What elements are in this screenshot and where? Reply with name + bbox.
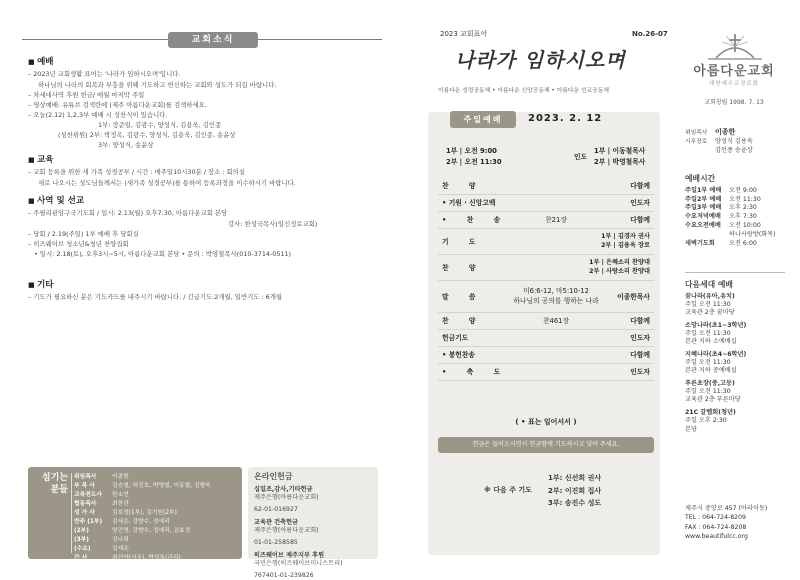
order-item-name: 말 씀	[442, 293, 485, 301]
offering-label: 교육관 건축헌금	[254, 518, 298, 526]
news-line: – 영상예배: 유튜브 검색란에 (제주 아름다운교회)를 검색하세요.	[28, 100, 207, 109]
next-gen-time: 주일 오전 11:30	[685, 300, 731, 308]
order-item-name: • 찬 송	[442, 216, 510, 224]
next-gen-place: 교육관 2층 꿈마당	[685, 309, 735, 317]
order-item-leader: 인도자	[630, 334, 650, 342]
worship-date: 2023. 2. 12	[528, 113, 603, 124]
service-time-2: 2부 | 오전 11:30	[446, 157, 502, 166]
worship-time-value: 오후 7:30	[729, 213, 757, 221]
servant-names: 한소연	[112, 491, 129, 498]
order-item-leader: 이종한목사	[617, 293, 650, 301]
servants-list	[74, 473, 240, 563]
news-section-heading: ■ 사역 및 선교	[28, 196, 388, 207]
offering-bank: 제주은행(아름다운교회)	[254, 494, 319, 502]
next-gen-item	[685, 351, 797, 376]
elders-2: 김인종 송윤상	[715, 146, 753, 154]
service-host-1: 1부 | 이동철목사	[594, 147, 646, 155]
order-item-content	[498, 286, 614, 306]
servant-role: 반주 (1부)	[74, 518, 103, 525]
servant-names: 김호정(1부), 김기원(2부)	[112, 509, 177, 516]
next-prayer-label: ※ 다음 주 기도	[484, 486, 532, 494]
order-row	[438, 229, 654, 255]
servant-names: 최찬관	[112, 500, 129, 507]
online-offering-list	[254, 486, 372, 580]
pastor-name: 이종한	[715, 128, 736, 136]
order-item-leader: 다함께	[630, 216, 650, 224]
next-gen-time: 주일 오전 11:30	[685, 329, 731, 337]
order-item-leader: 다함께	[630, 351, 650, 359]
news-line: 3부: 양성식, 송윤상	[98, 141, 154, 150]
servant-role: (3부)	[74, 536, 89, 543]
host-label: 인도	[574, 153, 588, 161]
order-row	[438, 212, 654, 229]
worship-time-name: 새벽기도회	[685, 240, 715, 248]
news-line: – 차세대사역 후원 헌금/ 매월 마지막 주일	[28, 90, 145, 99]
order-row	[438, 178, 654, 195]
order-of-worship	[438, 178, 654, 381]
next-prayer-2: 2부: 이진희 집사	[548, 486, 602, 495]
next-gen-place: 본당	[685, 425, 697, 433]
online-offering-title: 온라인헌금	[254, 472, 293, 481]
news-line: – 기도가 필요하신 분은 기도카드를 내주시기 바랍니다. / 긴급기도:2개월, 일반기도 : 6개월	[28, 293, 283, 302]
servant-role: 간 사	[74, 554, 88, 561]
servant-role: 위임목사	[74, 474, 97, 480]
news-line: (성찬위원) 2부: 박정옥, 김광수, 양성식, 김용욱, 김인종, 송윤상	[58, 131, 236, 140]
offering-account: 62-01-016927	[254, 505, 298, 513]
worship-times	[685, 174, 797, 249]
worship-time-name: 주일3부 예배	[685, 204, 722, 212]
servant-role: (2부)	[74, 527, 89, 534]
next-gen-name: 꿈나라(유아,유치)	[685, 292, 735, 300]
news-section	[28, 57, 388, 152]
next-gen-item	[685, 293, 797, 318]
church-web[interactable]: www.beautifulcc.org	[685, 532, 748, 540]
church-name: 아름다운교회	[693, 64, 775, 79]
worship-time-value: 오전 9:00	[729, 186, 757, 194]
servant-names: 김승철, 허진호, 박영철, 이동철, 김형욱	[112, 482, 211, 489]
order-item-persons	[589, 258, 650, 277]
news-line: 하나님의 나라의 회복과 부흥을 위해 기도하고 헌신하는 교회와 성도가 되길 바랍니다.	[38, 80, 277, 89]
servant-row	[74, 518, 240, 527]
order-row	[438, 195, 654, 212]
offering-bank: 제주은행(아름다운교회)	[254, 527, 319, 535]
order-item-leader: 다함께	[630, 317, 650, 325]
offering-note: 헌금은 들어오시면서 헌금함에 기도하시고 넣어 주세요.	[438, 437, 654, 453]
news-section	[28, 280, 388, 304]
worship-time-value: 오전 11:30	[729, 195, 761, 203]
service-time-1: 1부 | 오전 9:00	[446, 147, 497, 155]
service-host-2: 2부 | 박영철목사	[594, 157, 646, 166]
servant-names: 양진영, 강향수, 정예리, 김효정	[112, 527, 191, 534]
worship-time-value: 오전 6:00	[729, 240, 757, 248]
servant-names: 김세운, 강향수, 정예리	[112, 518, 170, 525]
order-person: 1부 | 김경자 권사	[601, 233, 650, 240]
news-section-heading: ■ 교육	[28, 155, 388, 166]
offering-account: 767401-01-239826	[254, 571, 314, 579]
order-row	[438, 364, 654, 381]
order-item-name: • 봉헌찬송	[442, 351, 475, 359]
servant-role: 성 가 사	[74, 509, 95, 516]
order-item-name: • 축 도	[442, 368, 510, 376]
servant-role: 협동목사	[74, 500, 97, 507]
news-line: 새로 나오시는 성도님들께서는 (새가족 성경공부)를 통하여 등록과정을 이수하시기 바랍니다.	[38, 178, 296, 187]
next-gen-item	[685, 322, 797, 347]
next-prayer-3: 3부: 송진수 성도	[548, 499, 602, 508]
servant-role: 교육전도사	[74, 491, 102, 498]
servant-row	[74, 536, 240, 545]
order-person: 2부 | 사랑소리 찬양대	[589, 268, 650, 276]
servant-role: (수요)	[74, 545, 91, 552]
news-line: – 오늘(2.12) 1,2,3부 예배 시 성찬식이 있습니다.	[28, 111, 168, 120]
elders-1: 양성식 김용욱	[715, 137, 753, 145]
worship-time-name: 수요저녁예배	[685, 213, 721, 221]
servant-row	[74, 545, 240, 554]
church-tel: TEL : 064-724-8209	[685, 514, 746, 522]
servant-names: 김나희	[112, 536, 129, 543]
next-gen-worship	[685, 280, 797, 438]
church-fax: FAX : 064-724-8208	[685, 523, 747, 531]
order-person: 2부 | 김용욱 장로	[601, 242, 650, 250]
order-item-name: • 기원 · 신앙고백	[442, 199, 496, 207]
news-line: • 일시: 2.18(토), 오후3시~5시, 아름다운교회 본당 • 문의 : 박영철목사(010-3714-0511)	[34, 250, 292, 259]
news-title-bar	[22, 29, 382, 51]
pastor-label: 위임목사	[685, 130, 708, 136]
church-logo-icon	[686, 30, 784, 64]
servant-row	[74, 500, 240, 509]
servant-row	[74, 509, 240, 518]
news-section-heading: ■ 예배	[28, 57, 388, 68]
issue-number: No.26-07	[632, 30, 668, 38]
news-title: 교회소식	[168, 32, 258, 48]
order-row	[438, 313, 654, 330]
worship-time-value: 오전 10:00	[729, 222, 761, 230]
order-item-leader: 인도자	[630, 368, 650, 376]
news-line: 강사: 한성국목사(일신정로교회)	[228, 219, 318, 228]
servant-names: 김세운	[112, 545, 129, 552]
servants-box	[28, 467, 242, 559]
order-item-name: 헌금기도	[442, 334, 469, 342]
motto-label: 2023 교회표어	[440, 30, 488, 38]
servant-names: 이종한	[112, 474, 129, 480]
offering-label: 히즈웨이브 제주지부 후원	[254, 551, 325, 559]
online-offering-box	[248, 467, 378, 579]
sermon-line: 미6:6-12, 마5:10-12	[523, 287, 589, 295]
servant-row	[74, 491, 240, 500]
church-address: 제주시 중앙로 457 (아라이동)	[685, 505, 768, 512]
news-line: 1부: 장준일, 김광수, 양성식, 김용욱, 김인종	[98, 121, 222, 130]
next-gen-item	[685, 409, 797, 434]
worship-heading: 주일예배	[450, 111, 516, 128]
elders-label: 시무장로	[685, 138, 708, 145]
servant-row	[74, 473, 240, 482]
worship-time-name: 수요오전예배	[685, 222, 721, 230]
motto-slogan: 나라가 임하시오며	[455, 48, 626, 72]
offering-bank: 국민은행(히즈웨이브미니스트리)	[254, 560, 343, 568]
offering-label: 십일조,감사,기타헌금	[254, 485, 313, 493]
sermon-line: 하나님의 공의를 행하는 나라	[513, 297, 599, 306]
news-line: – 2023년 교회생활 표어는 '나라가 임하시오며'입니다.	[28, 70, 181, 79]
news-line: – 교회 등록을 위한 새 가족 성경공부 / 시간 : 매주일10시30분 / 장소 : 회의실	[28, 168, 246, 177]
servant-row	[74, 527, 240, 536]
next-gen-place: 본관 지하 소예배실	[685, 338, 737, 346]
order-item-name: 기 도	[442, 238, 485, 246]
next-gen-list	[685, 293, 797, 434]
order-person: 1부 | 은혜소리 찬양대	[589, 259, 650, 266]
worship-time-row	[685, 240, 797, 249]
service-hosts	[594, 146, 645, 168]
order-row	[438, 347, 654, 364]
church-denomination: 대한예수교장로회	[709, 81, 759, 87]
news-line: – 당회 / 2.19(주일) 1부 예배 후 당회실	[28, 229, 139, 238]
next-prayer-1: 1부: 신선희 권사	[548, 474, 602, 482]
next-gen-time: 주일 오전 11:30	[685, 388, 731, 396]
offering-account: 01-01-258585	[254, 538, 298, 546]
news-section	[28, 155, 388, 189]
worship-header	[450, 111, 650, 129]
next-gen-name: 소망나라(초1~3학년)	[685, 321, 747, 329]
servant-names: 최선아(사무), 박성록(관리)	[112, 554, 181, 561]
servant-row	[74, 482, 240, 491]
order-row	[438, 255, 654, 281]
next-gen-name: 지혜나라(초4~6학년)	[685, 350, 747, 358]
next-gen-place: 교육관 2층 푸른마당	[685, 396, 741, 404]
servant-role: 부 목 사	[74, 482, 95, 489]
next-gen-place: 본관 지하 중예배실	[685, 367, 737, 375]
order-item-content: 찬21장	[545, 216, 567, 224]
next-gen-time: 주일 오후 2:30	[685, 417, 727, 425]
worship-time-value: 오후 2:30	[729, 204, 757, 212]
worship-times-list	[685, 187, 797, 250]
order-item-leader: 인도자	[630, 199, 650, 207]
service-times	[446, 146, 502, 168]
servants-divider	[71, 473, 72, 553]
servants-title: 섬기는 분들	[41, 473, 68, 495]
news-section	[28, 196, 388, 260]
community-tagline: 아름다운 성령공동체 • 아름다운 신앙공동체 • 아름다운 선교공동체	[438, 88, 609, 94]
church-founded: 교회창립 1998. 7. 13	[704, 99, 764, 106]
worship-time-row	[685, 187, 797, 196]
next-gen-item	[685, 380, 797, 405]
news-line: – 히즈웨이브 청소년&청년 찬양집회	[28, 239, 129, 248]
next-gen-title: 다음세대 예배	[685, 280, 733, 289]
church-staff	[685, 127, 797, 156]
next-gen-name: 푸른초장(중,고등)	[685, 379, 735, 387]
order-item-name: 찬 양	[442, 264, 485, 272]
worship-time-value: 하나사랑방(화목)	[729, 231, 776, 239]
worship-times-title: 예배시간	[685, 174, 716, 183]
order-item-name: 찬 양	[442, 182, 485, 190]
worship-time-name: 주일1부 예배	[685, 186, 722, 194]
order-item-name: 찬 양	[442, 317, 485, 325]
next-prayer-list	[548, 472, 601, 510]
order-item-leader: 다함께	[630, 182, 650, 190]
order-row	[438, 281, 654, 313]
news-line: – 주필리핀임구국기도회 / 일시: 2.13(월) 오후7:30, 아름다운교회 본당	[28, 209, 228, 218]
servant-row	[74, 554, 240, 563]
stand-note: ( • 표는 일어서서 )	[515, 418, 577, 426]
worship-time-name: 주일2부 예배	[685, 195, 722, 203]
church-contact	[685, 504, 797, 541]
next-gen-name: 21C 갈렙회(청년)	[685, 408, 736, 416]
order-item-content: 찬461장	[542, 317, 570, 325]
news-section-heading: ■ 기타	[28, 280, 388, 291]
divider	[685, 272, 785, 273]
order-item-persons	[601, 232, 650, 251]
order-row	[438, 330, 654, 347]
next-gen-time: 주일 오전 11:30	[685, 359, 731, 367]
